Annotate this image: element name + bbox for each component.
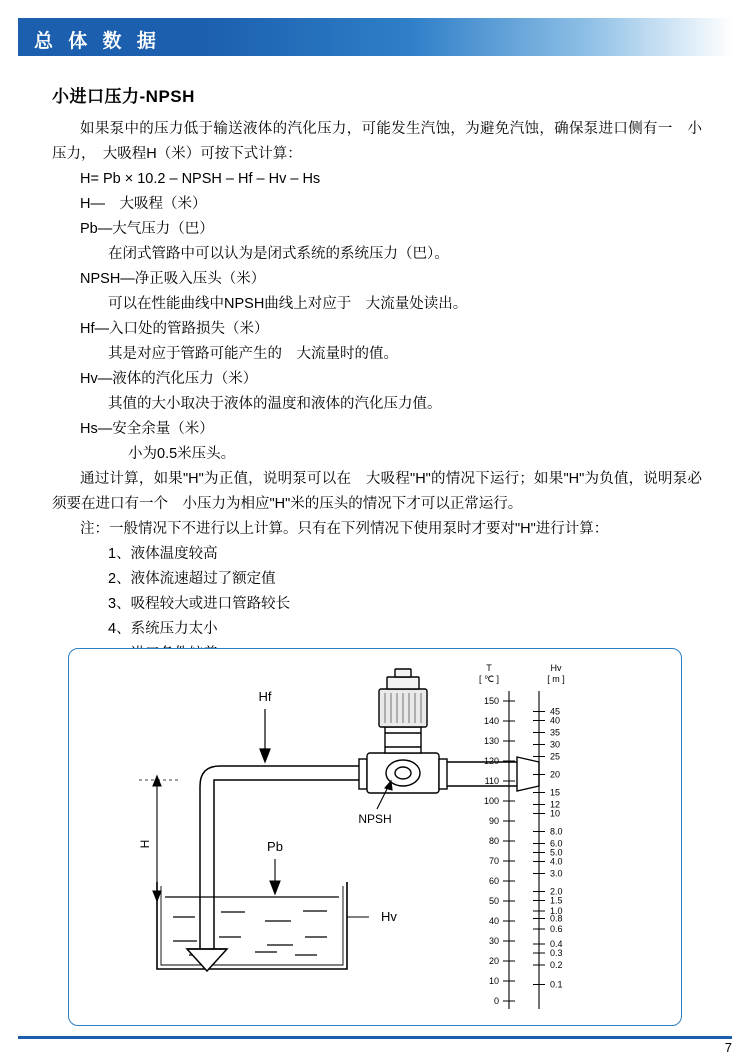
definition-term-hf: Hf—入口处的管路损失（米） [80,321,269,337]
definition-term-h: H— 大吸程（米） [80,196,207,212]
scale-temp-header-unit-symbol: T [486,663,492,673]
hf-pointer [260,709,270,762]
scale-hv-label: 1.5 [550,895,563,906]
outlet-flange [439,759,447,789]
scale-temp-label: 100 [483,796,499,806]
page-title: 总 体 数 据 [34,31,161,52]
height-dimension [139,776,181,901]
scale-hv-label: 0.3 [550,948,563,958]
pump-impeller [395,767,411,779]
scale-hv-label: 0.6 [550,924,563,934]
definition-term-npsh: NPSH—净正吸入压头（米） [80,271,266,287]
scale-hv-label: 15 [550,787,561,798]
scale-hv-labels [550,707,563,990]
scale-hv-label: 0.1 [550,979,563,990]
foot-valve-icon [187,949,227,971]
scale-hv-header-unit: [ m ] [547,674,565,684]
scale-hv-label: 35 [550,727,561,738]
scale-hv-label: 3.0 [550,868,563,879]
scale-temp-label: 80 [488,836,499,846]
scale-temp-header-unit: [ ℃ ] [478,674,500,684]
scale-temp-label: 90 [488,816,499,826]
note-item-1: 1、液体温度较高 [108,546,218,562]
scale-temp-label: 130 [483,736,499,746]
npsh-diagram-svg [69,649,681,1024]
scale-temp-label: 20 [488,956,499,966]
definition-term-pb: Pb—大气压力（巴） [80,221,214,237]
inlet-flange [359,759,367,789]
scale-hv-label: 6.0 [550,838,563,849]
scale-temp-label: 10 [488,976,499,986]
scale-hv-label: 1.0 [550,906,563,916]
label-npsh: NPSH [358,812,392,826]
scale-hv-label: 10 [550,808,561,819]
definition-term-hs: Hs—安全余量（米） [80,421,214,437]
label-h: H [138,839,152,849]
scale-temp-label: 50 [488,896,499,906]
label-hv: Hv [381,909,397,924]
definition-term-hv: Hv—液体的汽化压力（米） [80,371,258,387]
pump-assembly [359,669,539,793]
scale-hv-label: 40 [550,715,561,726]
scale-hv-label: 0.8 [550,913,563,924]
scale-hv-label: 2.0 [550,886,563,897]
scale-hv-label: 8.0 [550,826,563,837]
scale-temp-label: 60 [488,876,499,886]
page-number: 7 [724,1040,732,1055]
section-title: 小进口压力-NPSH [52,87,195,106]
scale-temp-label: 110 [484,776,499,786]
note-item-2: 2、液体流速超过了额定值 [108,571,276,587]
suction-pipe [187,766,359,971]
scale-temp-label: 40 [488,916,499,926]
scale-hv-label: 30 [550,739,561,750]
label-hf: Hf [258,689,272,704]
footer-rule [18,1036,732,1039]
motor-terminal-box [387,677,419,689]
scale-hv-label: 25 [550,751,561,762]
scale-hv-label: 20 [550,769,561,780]
liquid-level-lines [165,897,339,955]
scale-temp-labels [484,696,499,1006]
scale-hv-label: 45 [550,706,561,717]
scale-temp-label: 120 [483,756,499,766]
label-pb: Pb [267,839,283,854]
tank-group [157,882,347,969]
scale-temp-label: 0 [493,996,499,1006]
tank-inner-outline [161,886,343,965]
npsh-diagram-figure [68,648,682,1026]
paragraph-conclusion: 通过计算，如果"H"为正值，说明泵可以在 大吸程"H"的情况下运行；如果"H"为负值，说明泵必须要在进口有一个 小压力为相应"H"米的压头的情况下才可以正常运行。 [52,471,702,512]
note-item-3: 3、吸程较大或进口管路较长 [108,596,291,612]
definition-note-pb: 在闭式管路中可以认为是闭式系统的系统压力（巴）。 [108,246,449,262]
note-item-4: 4、系统压力太小 [108,621,218,637]
pb-pointer [270,859,280,894]
tank-outline [157,882,347,969]
scale-hv-label: 12 [550,799,561,810]
document-content [52,82,702,667]
definition-note-hv: 其值的大小取决于液体的温度和液体的汽化压力值。 [108,396,442,412]
scale-hv-label: 4.0 [550,856,563,867]
scale-temp-label: 30 [488,936,499,946]
scale-temp-label: 150 [483,696,499,706]
scale-hv-label: 0.2 [550,960,563,970]
scale-temp-label: 140 [483,716,499,726]
paragraph-intro: 如果泵中的压力低于输送液体的汽化压力，可能发生汽蚀，为避免汽蚀，确保泵进口侧有一 小压力， 大吸程H（米）可按下式计算： [52,121,702,162]
definition-note-hs: 小为0.5米压头。 [128,446,236,462]
definition-note-npsh: 可以在性能曲线中NPSH曲线上对应于 大流量处读出。 [108,296,468,312]
pump-lantern [385,727,421,753]
scale-hv-label: 0.4 [550,939,563,949]
formula-line: H= Pb × 10.2 – NPSH – Hf – Hv – Hs [80,171,321,187]
scale-hv-header-symbol: Hv [550,663,562,673]
motor-fan-cover [395,669,411,677]
scale-group [479,663,565,1009]
scale-temp-label: 70 [488,856,499,866]
note-intro: 注：一般情况下不进行以上计算。只有在下列情况下使用泵时才要对"H"进行计算： [80,521,609,537]
definition-note-hf: 其是对应于管路可能产生的 大流量时的值。 [108,346,398,362]
scale-hv-label: 5.0 [550,847,563,858]
